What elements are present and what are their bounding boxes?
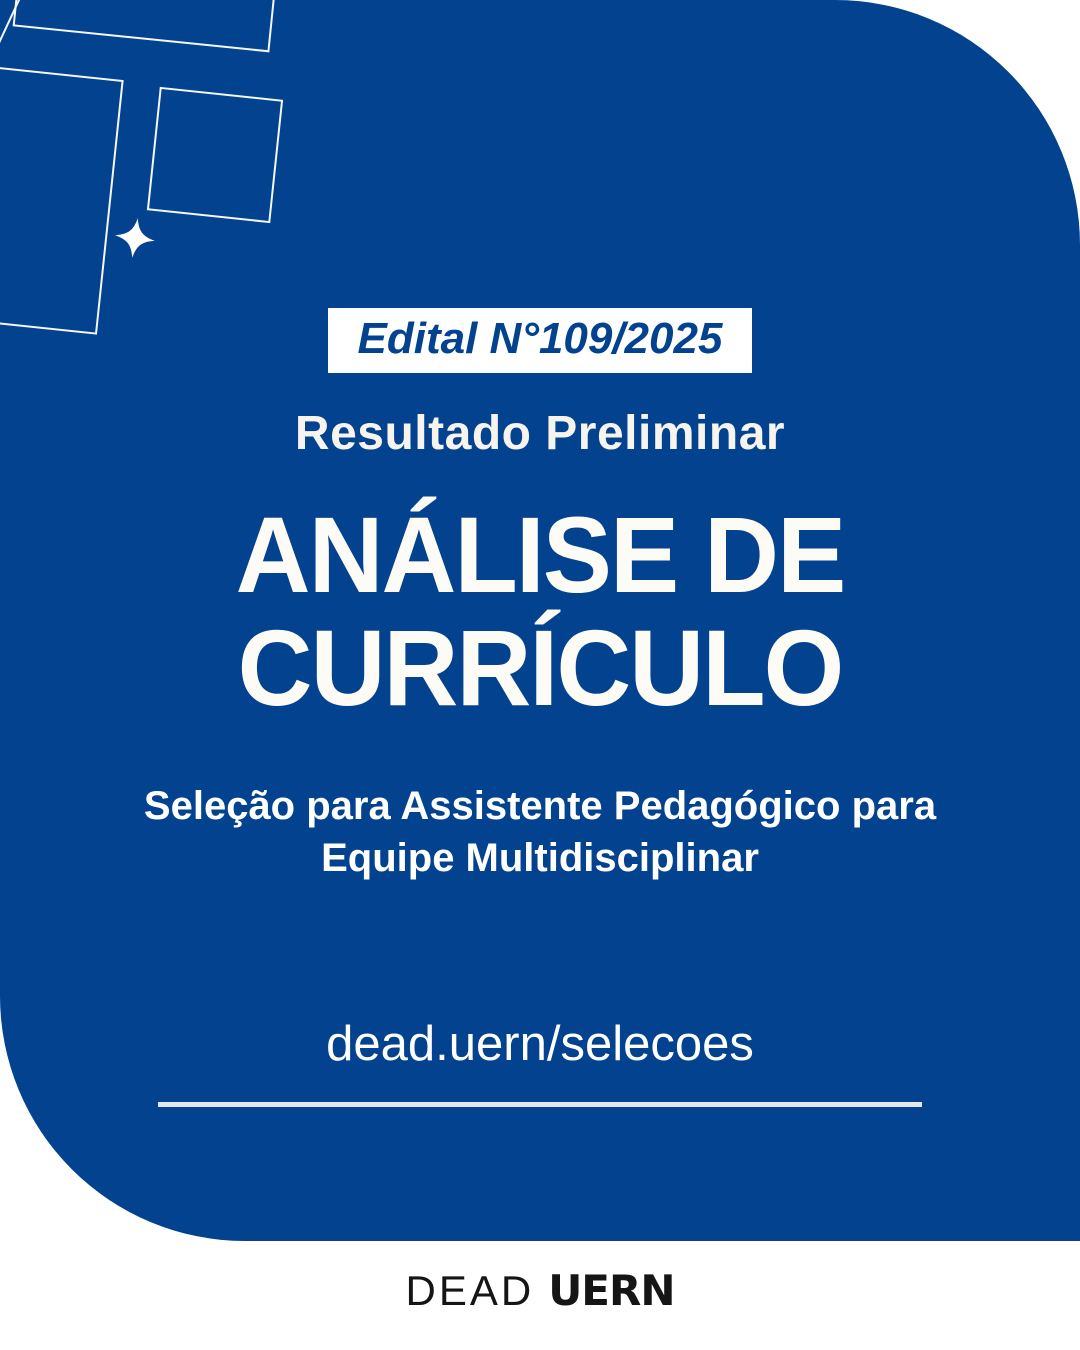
subtitle-line-1: Seleção para Assistente Pedagógico para (143, 784, 937, 828)
title-line-1: ANÁLISE DE (235, 494, 845, 615)
edital-badge-label: Edital N°109/2025 (328, 308, 753, 373)
subtitle-text (0, 780, 1080, 884)
subtitle-line-2: Equipe Multidisciplinar (321, 836, 759, 880)
selections-url: dead.uern/selecoes (326, 1017, 754, 1071)
url-underline-rule (158, 1102, 922, 1107)
outline-square-top (13, 0, 296, 52)
outline-square-left (0, 53, 124, 334)
edital-badge (0, 308, 1080, 373)
page-title (22, 494, 1059, 728)
footer-logo (0, 1266, 1080, 1315)
logo-uern: UERN (548, 1266, 675, 1315)
url-block (0, 1016, 1080, 1107)
kicker-text: Resultado Preliminar (294, 407, 786, 460)
title-line-2: CURRÍCULO (237, 607, 843, 728)
logo-dead: DEAD (405, 1267, 535, 1314)
outline-square-small (147, 87, 283, 223)
sparkle-icon (112, 215, 157, 260)
